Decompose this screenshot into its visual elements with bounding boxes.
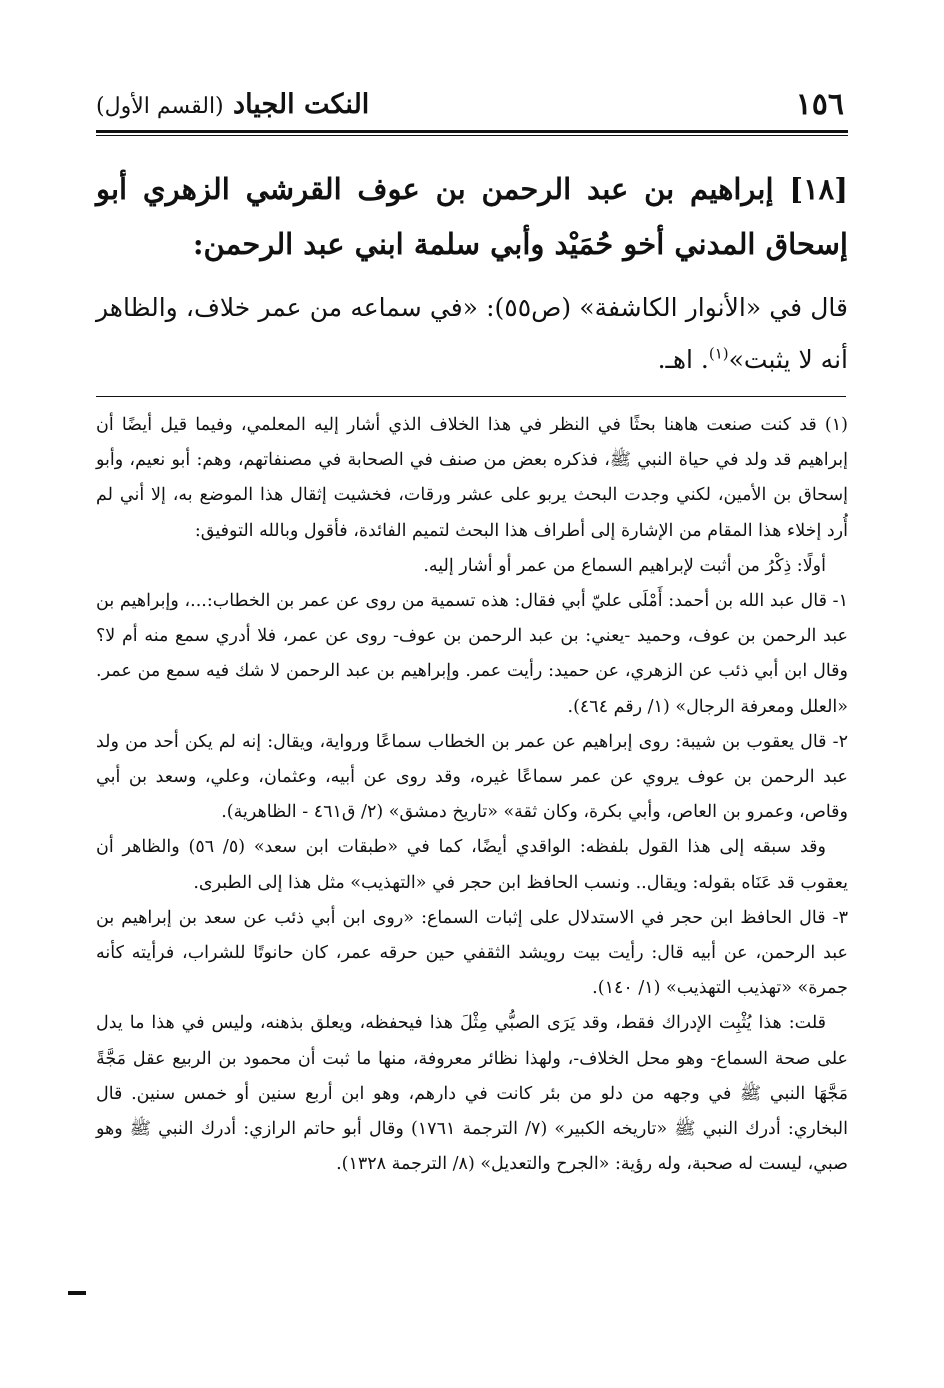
footnote-point-2: ٢- قال يعقوب بن شيبة: روى إبراهيم عن عمر بن الخطاب سماعًا ورواية، ويقال: إنه لم يكن أحد من ولد عبد الرحمن بن عوف يروي عن عمر سماعًا غيره، وقد روى عن أبيه، وعثمان، وعلي، وسعد بن أبي وقاص، وعمرو بن العاص، وأبي بكرة، وكان ثقة» «تاريخ دمشق» (٢/ ق٤٦١ - الظاهرية). [96,731,848,823]
biography-entry [96,162,848,386]
footnote-divider [96,396,846,397]
page-header [96,82,844,126]
footnote-point-3: ٣- قال الحافظ ابن حجر في الاستدلال على إثبات السماع: «روى ابن أبي ذئب عن سعد بن إبراهيم بن عبد الرحمن، عن أبيه قال: رأيت بيت رويشد الثقفي حين حرقه عمر، كان حانوتًا للشراب، فرأيته كأنه جمرة» «تهذيب التهذيب» (١/ ١٤٠). [96,907,848,999]
entry-name: إبراهيم بن عبد الرحمن بن عوف القرشي الزهري أبو إسحاق المدني أخو حُمَيْد وأبي سلمة ابني عبد الرحمن: [96,172,848,261]
page-number: ١٥٦ [795,86,844,122]
running-title [96,89,369,120]
footnote-comment: قلت: هذا يُثْبِت الإدراك فقط، وقد يَرَى الصبُّي مِثْلَ هذا فيحفظه، ويعلق بذهنه، وليس في هذا ما يدل على صحة السماع- وهو محل الخلاف-، ولهذا نظائر معروفة، منها ما ثبت أن محمود بن الربيع عقل مَجَّةً مَجَّهَا النبي ﷺ في وجهه من دلو من بئر كانت في دارهم، وهو ابن أربع سنين أو خمس سنين. قال البخاري: أدرك النبي ﷺ «تاريخه الكبير» (٧/ الترجمة ١٧٦١) وقال أبو حاتم الرازي: أدرك النبي ﷺ وهو صبي، ليست له صحبة، وله رؤية: «الجرح والتعديل» (٨/ الترجمة ١٣٢٨). [96,1013,848,1175]
entry-ending: . اهـ. [657,345,709,374]
footnote-intro: (١) قد كنت صنعت هاهنا بحثًا في النظر في هذا الخلاف الذي أشار إليه المعلمي، وفيما قيل أيضًا أن إبراهيم قد ولد في حياة النبي ﷺ، فذكره بعض من صنف في الصحابة في مصنفاتهم، وهم: أبو نعيم، وأبو إسحاق بن الأمين، لكني وجدت البحث يربو على عشر ورقات، فخشيت إثقال هذا الموضع به، إلا أني لم أُرد إخلاء هذا المقام من الإشارة إلى أطراف هذا البحث لتميم الفائدة، فأقول وبالله التوفيق: [96,415,848,541]
footnote-note: وقد سبقه إلى هذا القول بلفظه: الواقدي أيضًا، كما في «طبقات ابن سعد» (٥/ ٥٦) والظاهر أن يعقوب قد عَنَاه بقوله: ويقال.. ونسب الحافظ ابن حجر في «التهذيب» مثل هذا إلى الطبرى. [96,837,848,893]
footnotes [96,408,848,1182]
header-rule [96,130,848,136]
margin-mark [68,1291,86,1295]
book-title: النكت الجياد [233,88,370,120]
entry-body [96,282,848,386]
footnote-section-heading: أولًا: ذِكْرُ من أثبت لإبراهيم السماع من عمر أو أشار إليه. [423,555,826,576]
entry-quote: قال في «الأنوار الكاشفة» (ص٥٥): «في سماعه من عمر خلاف، والظاهر أنه لا يثبت» [96,293,848,374]
footnote-point-1: ١- قال عبد الله بن أحمد: أَمْلَى عليّ أبي فقال: هذه تسمية من روى عن عمر بن الخطاب:...، وإبراهيم بن عبد الرحمن بن عوف، وحميد -يعني: بن عبد الرحمن بن عوف- روى عن عمر، فلا أدري سمع منه أم لا؟ وقال ابن أبي ذئب عن الزهري، عن حميد: رأيت عمر. وإبراهيم بن عبد الرحمن لا شك فيه سمع من عمر. «العلل ومعرفة الرجال» (١/ رقم ٤٦٤). [96,591,848,717]
footnote-reference[interactable]: (١) [708,344,729,363]
entry-heading [96,162,848,272]
book-part: (القسم الأول) [96,93,224,119]
entry-number: [١٨] [789,172,848,206]
